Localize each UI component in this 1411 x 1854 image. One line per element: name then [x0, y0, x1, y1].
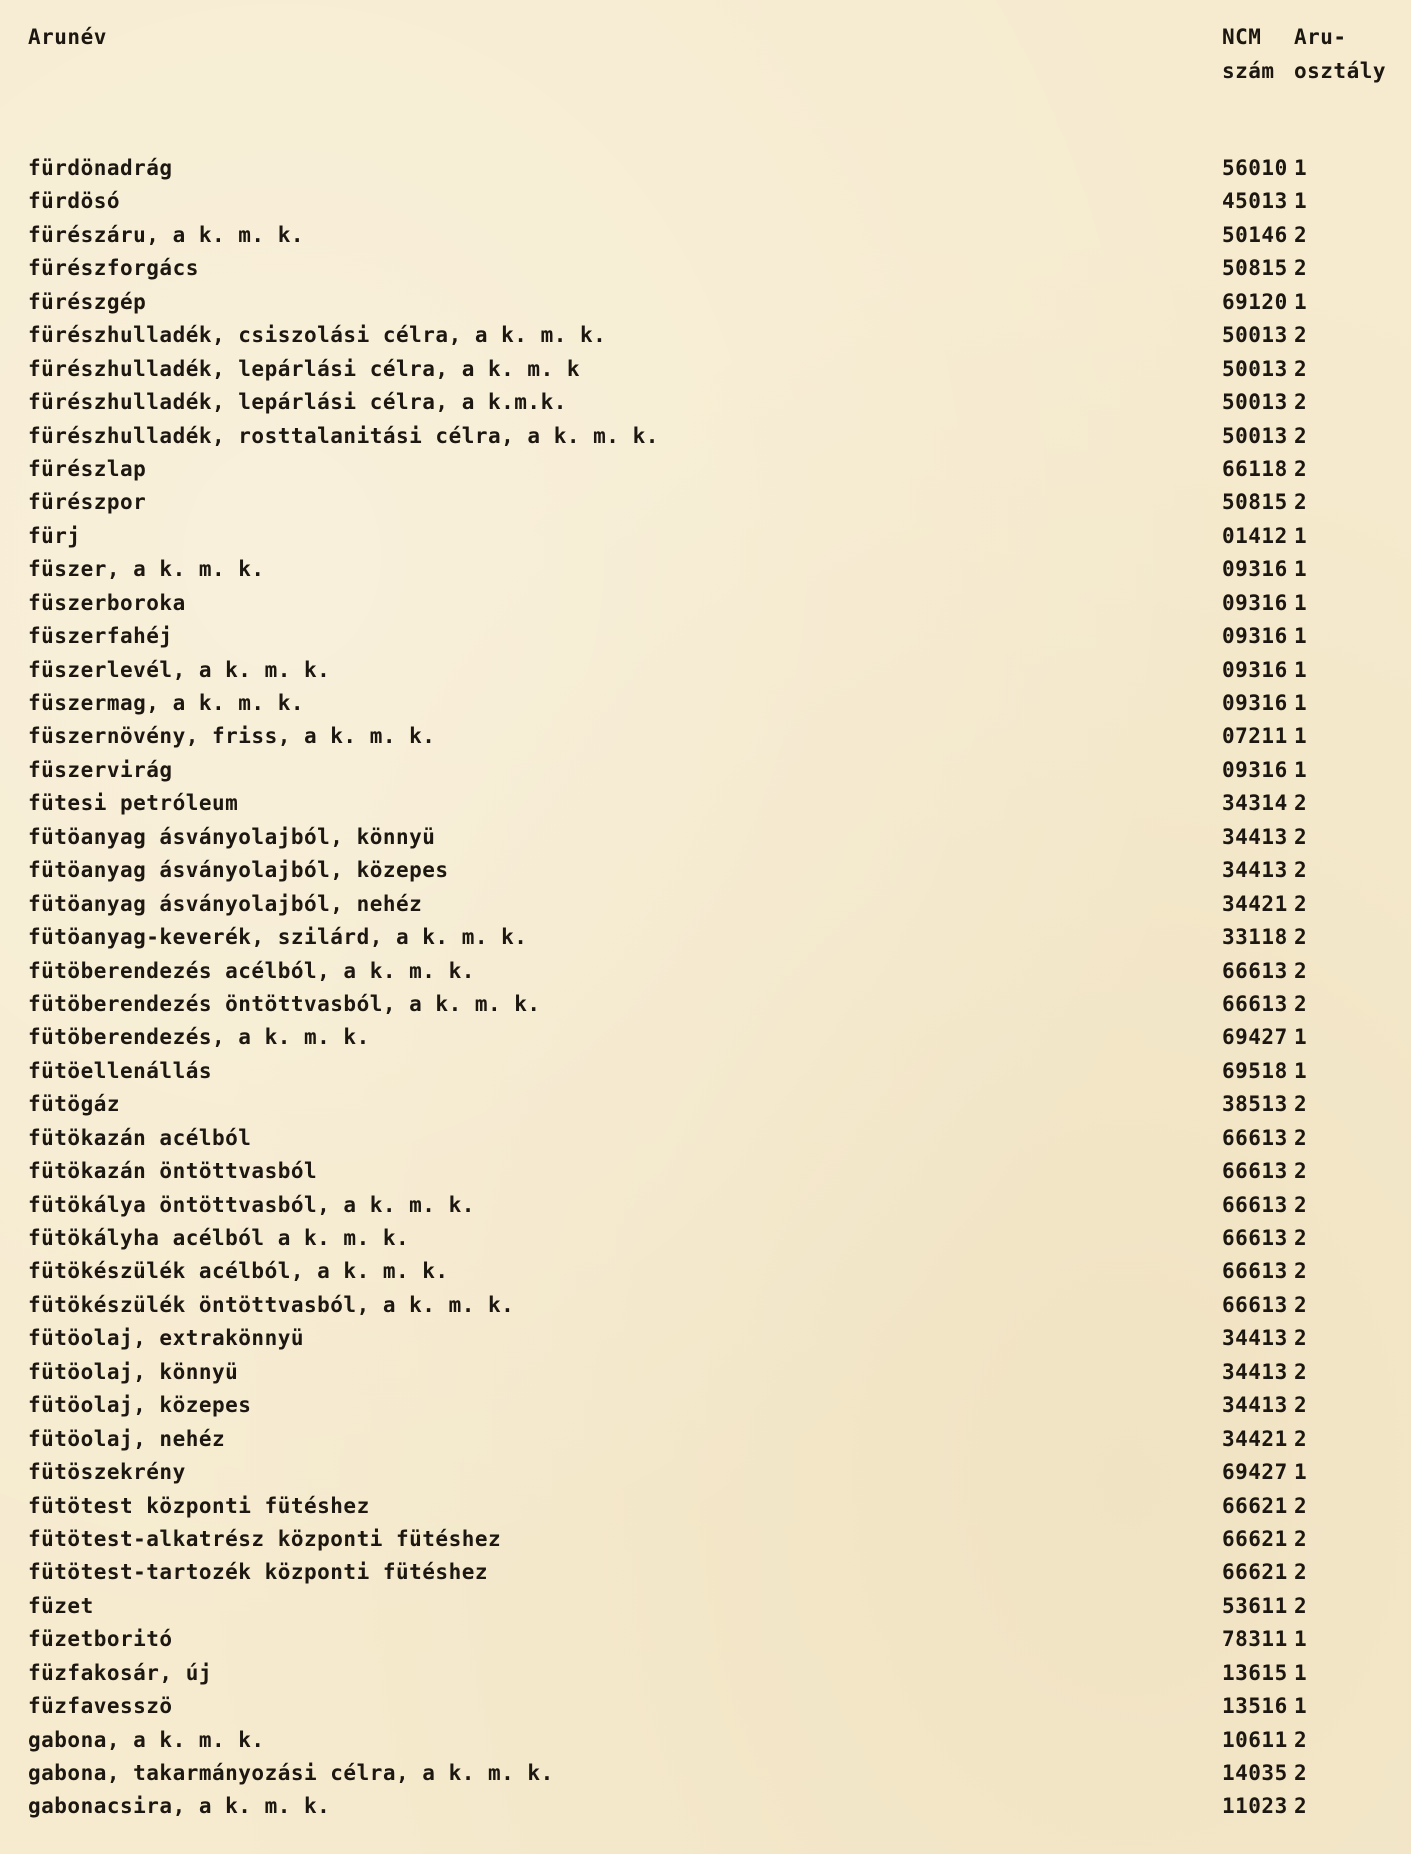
product-class: 2: [1294, 490, 1308, 515]
product-name: fütöanyag ásványolajból, közepes: [28, 858, 449, 883]
product-class: 1: [1294, 1025, 1308, 1050]
table-row: [0, 1423, 1411, 1456]
product-class: 2: [1294, 1761, 1308, 1785]
product-class: 2: [1294, 1125, 1308, 1150]
ncm-number: 09316: [1222, 691, 1288, 715]
table-row: [0, 1356, 1411, 1389]
product-name: fütöellenállás: [28, 1058, 213, 1083]
ncm-number: 56010: [1222, 156, 1288, 180]
table-row: [0, 152, 1411, 185]
ncm-number: 01412: [1222, 523, 1288, 548]
product-class: 2: [1294, 1092, 1308, 1117]
ncm-number: 09316: [1222, 757, 1288, 782]
ncm-number: 78311: [1222, 1627, 1288, 1652]
product-name: fütöolaj, nehéz: [28, 1426, 226, 1451]
table-row: [0, 988, 1411, 1021]
product-name: fütökazán acélból: [28, 1125, 252, 1150]
product-class: 2: [1294, 1326, 1308, 1351]
ncm-number: 07211: [1222, 724, 1288, 749]
table-row: [0, 353, 1411, 386]
ncm-number: 50013: [1222, 323, 1288, 348]
table-row: [0, 754, 1411, 787]
product-name: fürészforgács: [28, 256, 199, 281]
product-class: 2: [1294, 1794, 1308, 1819]
product-class: 2: [1294, 824, 1308, 849]
product-class: 1: [1294, 523, 1308, 548]
product-name: füszerfahéj: [28, 624, 173, 649]
product-class: 2: [1294, 356, 1308, 381]
product-class: 2: [1294, 1292, 1308, 1317]
ncm-number: 09316: [1222, 590, 1288, 615]
product-name: fütökályha acélból a k. m. k.: [28, 1226, 410, 1250]
ncm-number: 66118: [1222, 456, 1288, 481]
product-name: füzet: [28, 1593, 94, 1618]
product-class: 1: [1294, 557, 1308, 582]
product-name: füzfakosár, új: [28, 1660, 213, 1685]
header-ncm: NCM: [1222, 25, 1262, 49]
product-name: fürészgép: [28, 289, 147, 314]
table-row: [0, 821, 1411, 854]
table-row: [0, 1389, 1411, 1422]
table-row: [0, 720, 1411, 753]
product-name: fürészhulladék, lepárlási célra, a k.m.k.: [28, 390, 567, 415]
ncm-number: 50013: [1222, 423, 1288, 448]
product-name: fütöszekrény: [28, 1460, 186, 1485]
product-name: fütöberendezés öntöttvasból, a k. m. k.: [28, 991, 541, 1016]
table-row: [0, 1556, 1411, 1589]
ncm-number: 38513: [1222, 1092, 1288, 1117]
table-row: [0, 520, 1411, 553]
table-row: [0, 1490, 1411, 1523]
ncm-number: 50146: [1222, 222, 1288, 247]
product-class: 1: [1294, 1058, 1308, 1083]
table-row: [0, 486, 1411, 519]
table-row: [0, 587, 1411, 620]
product-class: 2: [1294, 1426, 1308, 1451]
product-name: füszervirág: [28, 757, 173, 782]
product-class: 1: [1294, 590, 1308, 615]
product-class: 2: [1294, 1593, 1308, 1618]
product-class: 2: [1294, 1727, 1308, 1752]
product-name: fütötest-alkatrész központi fütéshez: [28, 1526, 502, 1551]
product-table: [0, 152, 1411, 1824]
ncm-number: 34413: [1222, 824, 1288, 849]
table-row: [0, 1222, 1411, 1255]
ncm-number: 66613: [1222, 1259, 1288, 1284]
table-row: [0, 888, 1411, 921]
product-name: füszerlevél, a k. m. k.: [28, 657, 331, 682]
header-product-name: Arunév: [28, 25, 107, 49]
product-class: 2: [1294, 456, 1308, 481]
ncm-number: 66613: [1222, 958, 1288, 983]
table-row: [0, 1055, 1411, 1088]
ncm-number: 34413: [1222, 1326, 1288, 1351]
header-product-class: Aru-: [1294, 25, 1347, 49]
ncm-number: 34413: [1222, 1393, 1288, 1418]
ncm-number: 69120: [1222, 289, 1288, 314]
ncm-number: 13615: [1222, 1660, 1288, 1685]
product-name: gabonacsira, a k. m. k.: [28, 1794, 331, 1819]
product-name: fütökálya öntöttvasból, a k. m. k.: [28, 1192, 475, 1217]
table-row: [0, 654, 1411, 687]
product-name: fütökészülék öntöttvasból, a k. m. k.: [28, 1292, 515, 1317]
product-class: 1: [1294, 624, 1308, 649]
product-class: 2: [1294, 858, 1308, 883]
ncm-number: 69518: [1222, 1058, 1288, 1083]
product-class: 2: [1294, 222, 1308, 247]
product-name: gabona, takarmányozási célra, a k. m. k.: [28, 1761, 554, 1785]
product-name: fürj: [28, 523, 81, 548]
table-row: [0, 1790, 1411, 1823]
product-class: 2: [1294, 1159, 1308, 1184]
product-name: fütöanyag ásványolajból, könnyü: [28, 824, 436, 849]
product-class: 2: [1294, 1192, 1308, 1217]
table-row: [0, 1456, 1411, 1489]
ncm-number: 09316: [1222, 657, 1288, 682]
table-row: [0, 185, 1411, 218]
ncm-number: 50013: [1222, 356, 1288, 381]
ncm-number: 13516: [1222, 1694, 1288, 1719]
ncm-number: 34421: [1222, 891, 1288, 916]
table-row: [0, 219, 1411, 252]
product-class: 2: [1294, 1393, 1308, 1418]
product-name: fütötest-tartozék központi fütéshez: [28, 1560, 489, 1585]
ncm-number: 50013: [1222, 390, 1288, 415]
table-row: [0, 553, 1411, 586]
ncm-number: 66613: [1222, 1292, 1288, 1317]
ncm-number: 34421: [1222, 1426, 1288, 1451]
table-row: [0, 1724, 1411, 1757]
product-class: 1: [1294, 1694, 1308, 1719]
ncm-number: 33118: [1222, 925, 1288, 950]
product-name: gabona, a k. m. k.: [28, 1727, 265, 1752]
product-class: 2: [1294, 991, 1308, 1016]
product-class: 2: [1294, 958, 1308, 983]
table-row: [0, 420, 1411, 453]
product-name: fürészhulladék, csiszolási célra, a k. m. k.: [28, 323, 607, 348]
table-row: [0, 620, 1411, 653]
product-name: fütötest központi fütéshez: [28, 1493, 370, 1518]
product-class: 1: [1294, 289, 1308, 314]
table-row: [0, 1189, 1411, 1222]
table-row: [0, 1623, 1411, 1656]
product-name: füzfavesszö: [28, 1694, 173, 1719]
product-class: 2: [1294, 423, 1308, 448]
ncm-number: 53611: [1222, 1593, 1288, 1618]
product-name: füszermag, a k. m. k.: [28, 691, 305, 715]
ncm-number: 34314: [1222, 791, 1288, 816]
product-class: 1: [1294, 1627, 1308, 1652]
ncm-number: 09316: [1222, 624, 1288, 649]
ncm-number: 66621: [1222, 1526, 1288, 1551]
ncm-number: 66613: [1222, 1226, 1288, 1250]
table-row: [0, 1523, 1411, 1556]
ncm-number: 14035: [1222, 1761, 1288, 1785]
ncm-number: 50815: [1222, 256, 1288, 281]
product-name: fürészhulladék, rosttalanitási célra, a k. m. k.: [28, 423, 659, 448]
product-name: füszernövény, friss, a k. m. k.: [28, 724, 436, 749]
product-class: 1: [1294, 156, 1308, 180]
product-name: fütöanyag-keverék, szilárd, a k. m. k.: [28, 925, 528, 950]
table-row: [0, 386, 1411, 419]
header-ncm-number: szám: [1222, 59, 1275, 83]
ncm-number: 66621: [1222, 1493, 1288, 1518]
product-name: fütöanyag ásványolajból, nehéz: [28, 891, 423, 916]
product-class: 1: [1294, 1660, 1308, 1685]
table-row: [0, 1088, 1411, 1121]
ncm-number: 66613: [1222, 1159, 1288, 1184]
table-row: [0, 1255, 1411, 1288]
ncm-number: 66613: [1222, 991, 1288, 1016]
product-name: füszer, a k. m. k.: [28, 557, 265, 582]
table-row: [0, 286, 1411, 319]
product-class: 1: [1294, 1460, 1308, 1485]
ncm-number: 69427: [1222, 1025, 1288, 1050]
product-class: 2: [1294, 791, 1308, 816]
table-row: [0, 1590, 1411, 1623]
product-name: fürészpor: [28, 490, 147, 515]
table-row: [0, 854, 1411, 887]
product-name: fürdönadrág: [28, 156, 173, 180]
product-class: 1: [1294, 757, 1308, 782]
product-name: fürészhulladék, lepárlási célra, a k. m. k: [28, 356, 581, 381]
product-class: 1: [1294, 691, 1308, 715]
product-name: fütöolaj, extrakönnyü: [28, 1326, 305, 1351]
product-class: 2: [1294, 256, 1308, 281]
product-name: fütökazán öntöttvasból: [28, 1159, 318, 1184]
table-row: [0, 1155, 1411, 1188]
product-class: 2: [1294, 925, 1308, 950]
product-class: 2: [1294, 1359, 1308, 1384]
ncm-number: 11023: [1222, 1794, 1288, 1819]
ncm-number: 66613: [1222, 1192, 1288, 1217]
product-class: 2: [1294, 323, 1308, 348]
product-name: fürdösó: [28, 189, 121, 214]
product-class: 2: [1294, 1526, 1308, 1551]
product-class: 1: [1294, 189, 1308, 214]
table-row: [0, 955, 1411, 988]
table-row: [0, 319, 1411, 352]
product-class: 1: [1294, 657, 1308, 682]
product-name: fütökészülék acélból, a k. m. k.: [28, 1259, 449, 1284]
product-name: fütesi petróleum: [28, 791, 239, 816]
product-name: fütöolaj, könnyü: [28, 1359, 239, 1384]
ncm-number: 09316: [1222, 557, 1288, 582]
ncm-number: 10611: [1222, 1727, 1288, 1752]
product-name: fütöberendezés, a k. m. k.: [28, 1025, 370, 1050]
table-row: [0, 921, 1411, 954]
product-class: 2: [1294, 1493, 1308, 1518]
product-class: 1: [1294, 724, 1308, 749]
product-name: fürészlap: [28, 456, 147, 481]
table-row: [0, 1122, 1411, 1155]
product-class: 2: [1294, 390, 1308, 415]
ncm-number: 69427: [1222, 1460, 1288, 1485]
product-class: 2: [1294, 1259, 1308, 1284]
product-class: 2: [1294, 1560, 1308, 1585]
product-name: füzetboritó: [28, 1627, 173, 1652]
table-row: [0, 1690, 1411, 1723]
table-row: [0, 1757, 1411, 1790]
product-class: 2: [1294, 1226, 1308, 1250]
header-product-class-line2: osztály: [1294, 59, 1387, 83]
table-row: [0, 787, 1411, 820]
ncm-number: 34413: [1222, 1359, 1288, 1384]
product-name: fütögáz: [28, 1092, 121, 1117]
table-row: [0, 1289, 1411, 1322]
ncm-number: 50815: [1222, 490, 1288, 515]
product-class: 2: [1294, 891, 1308, 916]
table-row: [0, 453, 1411, 486]
table-row: [0, 1021, 1411, 1054]
ncm-number: 66621: [1222, 1560, 1288, 1585]
table-row: [0, 1657, 1411, 1690]
product-name: füszerboroka: [28, 590, 186, 615]
product-name: fütöberendezés acélból, a k. m. k.: [28, 958, 475, 983]
table-row: [0, 252, 1411, 285]
table-row: [0, 1322, 1411, 1355]
ncm-number: 66613: [1222, 1125, 1288, 1150]
table-row: [0, 687, 1411, 720]
product-name: fütöolaj, közepes: [28, 1393, 252, 1418]
product-name: fürészáru, a k. m. k.: [28, 222, 305, 247]
ncm-number: 45013: [1222, 189, 1288, 214]
ncm-number: 34413: [1222, 858, 1288, 883]
